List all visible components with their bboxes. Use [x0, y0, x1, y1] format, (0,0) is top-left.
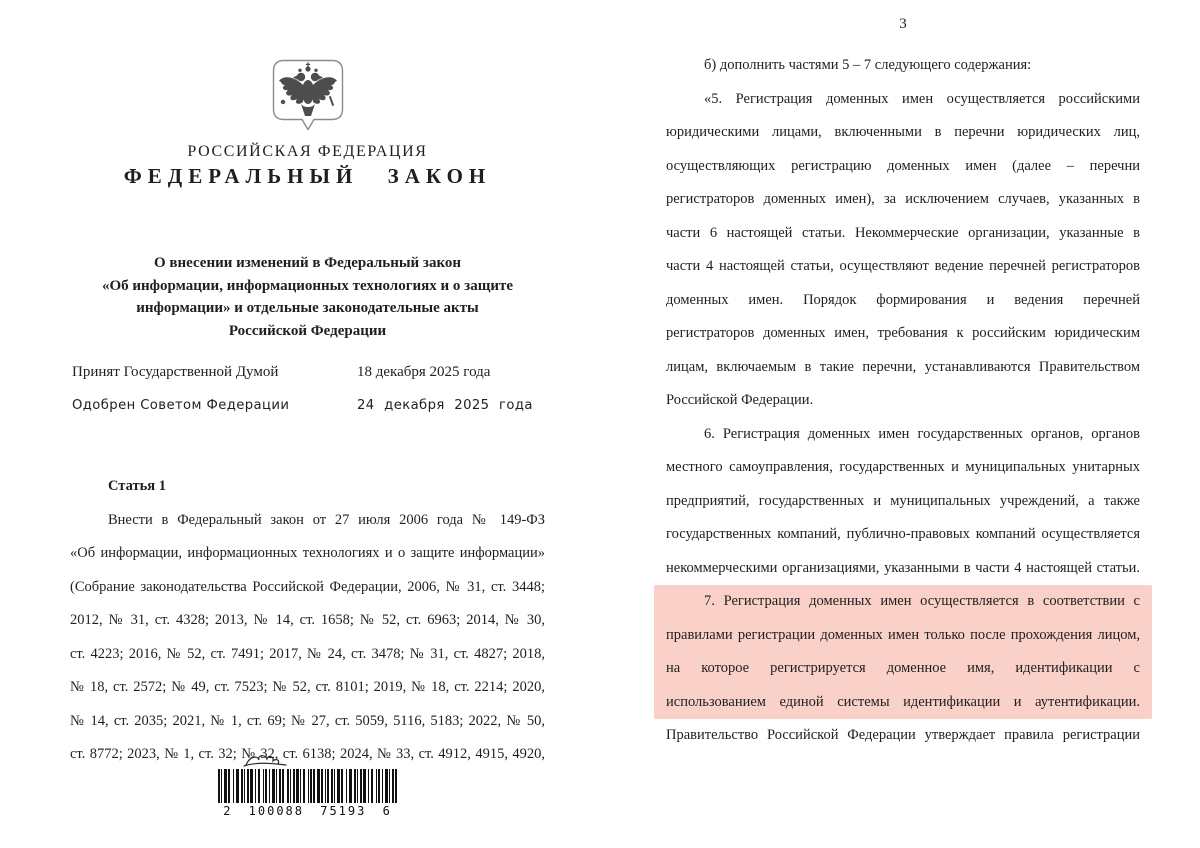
- part-7-continuation: [666, 719, 1140, 753]
- text-line: регистраторов доменных имен), за исключением случаев, указанных в: [666, 191, 1140, 207]
- part-7-paragraph-highlighted: [654, 585, 1152, 719]
- text-line: 6. Регистрация доменных имен государственных органов, органов: [704, 425, 1140, 442]
- text-line: использованием единой системы идентификации и аутентификации.: [666, 693, 1140, 710]
- article-1-paragraph: [70, 504, 545, 772]
- approved-date: 24 декабря 2025 года: [357, 398, 533, 413]
- text-line: правилами регистрации доменных имен только после прохождения лицом,: [666, 626, 1140, 643]
- text-line: доменных имен. Порядок формирования и ведения перечней: [666, 291, 1140, 308]
- law-title: [70, 252, 545, 342]
- text-line: лицам, включаемым в такие перечни, устанавливаются Правительством: [666, 358, 1140, 375]
- text-line: части 4 настоящей статьи, осуществляют ведение перечней регистраторов: [666, 258, 1140, 274]
- text-line: 7. Регистрация доменных имен осуществляется в соответствии с: [704, 593, 1140, 609]
- text-line: № 14, ст. 2035; 2021, № 1, ст. 69; № 27, ст. 5059, 5116, 5183; 2022, № 50,: [70, 712, 545, 729]
- page-right: [666, 0, 1140, 848]
- adoption-block: [70, 364, 545, 432]
- text-line: предприятий, государственных и муниципальных учреждений, а также: [666, 492, 1140, 509]
- text-line: ст. 4223; 2016, № 52, ст. 7491; 2017, № 24, ст. 3478; № 31, ст. 4827; 2018,: [70, 645, 545, 662]
- text-line: некоммерческими организациями, указанными в части 4 настоящей статьи.: [666, 559, 1140, 576]
- text-line: б) дополнить частями 5 – 7 следующего содержания:: [704, 57, 1032, 73]
- barcode: [208, 754, 408, 818]
- part-6-paragraph: [666, 418, 1140, 586]
- text-line: О внесении изменений в Федеральный закон: [153, 255, 462, 271]
- text-line: ст. 8772; 2023, № 1, ст. 32; № 32, ст. 6138; 2024, № 33, ст. 4912, 4915, 4920,: [70, 746, 545, 762]
- document-type-heading: ФЕДЕРАЛЬНЫЙ ЗАКОН: [123, 164, 492, 188]
- text-line: осуществляющих регистрацию доменных имен (далее – перечни: [666, 157, 1140, 174]
- text-line: юридическими лицами, включенными в перечни юридических лиц,: [666, 124, 1140, 140]
- page-left: [70, 0, 545, 848]
- text-line: Правительство Российской Федерации утверждает правила регистрации: [666, 727, 1140, 743]
- adopted-date: 18 декабря 2025 года: [357, 364, 491, 380]
- coat-of-arms-icon: [271, 58, 345, 140]
- text-line: Внести в Федеральный закон от 27 июля 2006 года № 149-ФЗ: [108, 511, 545, 528]
- text-line: на которое регистрируется доменное имя, идентификации с: [666, 660, 1140, 676]
- approved-label: Одобрен Советом Федерации: [72, 398, 290, 413]
- barcode-bars-icon: [218, 769, 398, 803]
- article-1-block: [70, 470, 545, 772]
- text-line: Российской Федерации: [228, 322, 387, 339]
- text-line: местного самоуправления, государственных и муниципальных унитарных: [666, 459, 1140, 475]
- barcode-digits: 2 100088 75193 6: [223, 804, 392, 818]
- text-line: регистраторов доменных имен, требования к российским юридическим: [666, 325, 1140, 341]
- article-1-heading: Статья 1: [108, 478, 166, 494]
- text-line: «Об информации, информационных технологиях и о защите: [101, 277, 514, 294]
- approved-row: [70, 398, 545, 432]
- text-line: информации» и отдельные законодательные акты: [136, 300, 479, 316]
- text-line: «Об информации, информационных технологиях и о защите информации»: [70, 545, 545, 561]
- text-line: № 18, ст. 2572; № 49, ст. 7523; № 52, ст. 8101; 2019, № 18, ст. 2214; 2020,: [70, 679, 545, 695]
- country-name: РОССИЙСКАЯ ФЕДЕРАЦИЯ: [187, 143, 428, 160]
- text-line: части 6 настоящей статьи. Некоммерческие организации, указанные в: [666, 224, 1140, 241]
- adopted-label: Принят Государственной Думой: [72, 364, 279, 380]
- part-5-paragraph: [666, 83, 1140, 418]
- adopted-row: [70, 364, 545, 398]
- amendment-text: [666, 49, 1140, 753]
- text-line: Российской Федерации.: [666, 392, 814, 408]
- text-line: «5. Регистрация доменных имен осуществляется российскими: [704, 90, 1140, 107]
- text-line: 2012, № 31, ст. 4328; 2013, № 14, ст. 1658; № 52, ст. 6963; 2014, № 30,: [70, 612, 545, 628]
- signature-squiggle-icon: [242, 754, 290, 769]
- item-b-line: [666, 49, 1140, 83]
- page-number: 3: [899, 16, 907, 32]
- text-line: государственных компаний, публично-правовых компаний осуществляется: [666, 526, 1140, 542]
- text-line: (Собрание законодательства Российской Федерации, 2006, № 31, ст. 3448;: [70, 578, 545, 595]
